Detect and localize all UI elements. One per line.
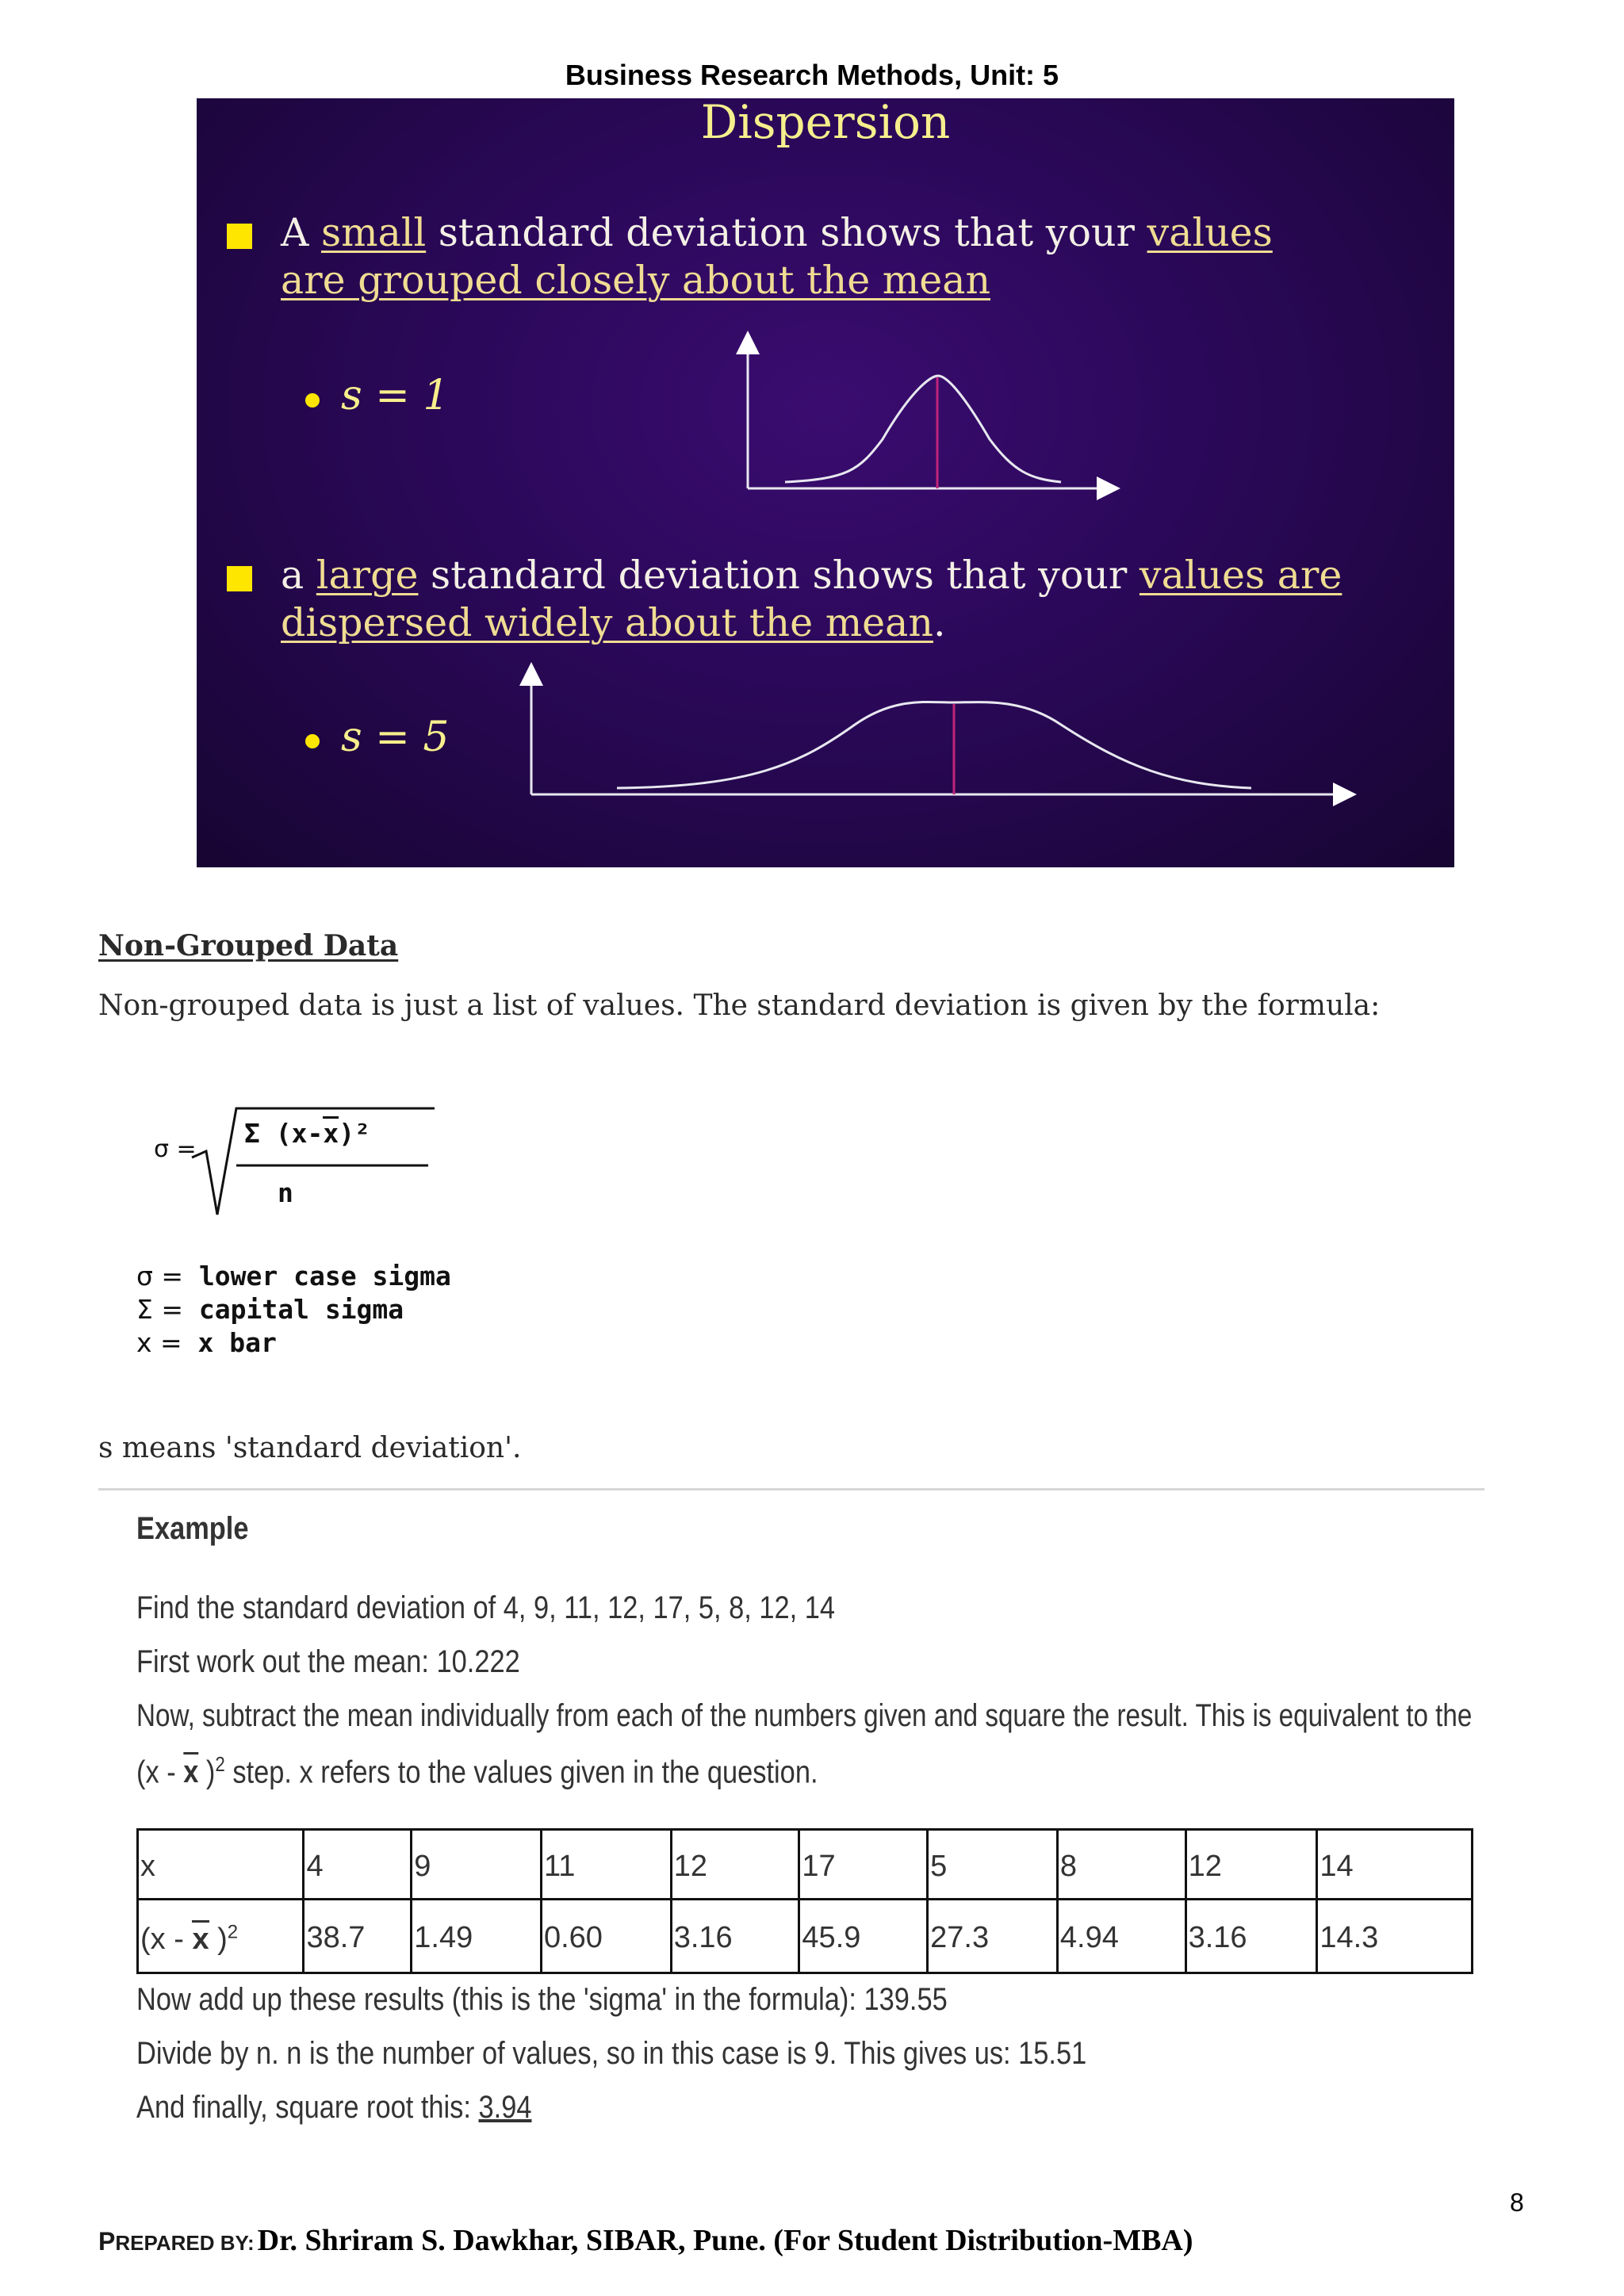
section-title: Non-Grouped Data xyxy=(98,929,399,962)
x-bar-symbol: x xyxy=(183,1752,198,1788)
example-line: Divide by n. n is the number of values, so in this case is 9. This gives us: 15.51 xyxy=(136,2036,1087,2071)
table-cell: 14.3 xyxy=(1317,1899,1473,1973)
slide-title: Dispersion xyxy=(700,95,951,149)
table-cell: (x - x )$^2$ xyxy=(138,1899,304,1973)
divider xyxy=(98,1488,1484,1490)
page-number: 8 xyxy=(1510,2188,1524,2217)
example-line: Now, subtract the mean individually from each of the numbers given and square the result. This is equivalent to the xyxy=(136,1698,1473,1733)
table-cell: 0.60 xyxy=(541,1899,671,1973)
dispersion-slide-image xyxy=(197,95,1454,867)
table-cell: 5 xyxy=(928,1830,1058,1900)
table-cell: 3.16 xyxy=(671,1899,799,1973)
s-means-note: s means 'standard deviation'. xyxy=(98,1432,522,1464)
table-cell: 14 xyxy=(1317,1830,1473,1900)
table-row xyxy=(138,1899,1473,1973)
table-cell: 45.9 xyxy=(799,1899,928,1973)
table-cell: 12 xyxy=(671,1830,799,1900)
wide-bell-curve-graph xyxy=(197,98,1454,867)
table-cell: 1.49 xyxy=(412,1899,542,1973)
example-line: Find the standard deviation of 4, 9, 11, 12, 17, 5, 8, 12, 14 xyxy=(136,1590,836,1625)
formula-legend xyxy=(136,1261,451,1360)
table-cell: 8 xyxy=(1057,1830,1185,1900)
footer-author: Dr. Shriram S. Dawkhar, SIBAR, Pune. (For Student Distribution-MBA) xyxy=(257,2224,1193,2257)
slide-bullet-large-sd: a large standard deviation shows that your values are dispersed widely about the mean. xyxy=(281,553,1342,645)
table-cell: 12 xyxy=(1185,1830,1317,1900)
intro-paragraph: Non-grouped data is just a list of values. The standard deviation is given by the formula: xyxy=(98,989,1381,1022)
table-row xyxy=(138,1830,1473,1900)
x-bar-symbol: x xyxy=(192,1920,209,1954)
legend-row: σ = lower case sigma xyxy=(136,1261,451,1292)
formula-denominator: n xyxy=(278,1177,293,1208)
table-cell: 4 xyxy=(304,1830,412,1900)
example-line: (x - x )$^2$ step. x refers to the values given in the question. xyxy=(136,1752,818,1790)
slide-bullet-small-sd: A small standard deviation shows that your values are grouped closely about the mean xyxy=(281,210,1273,303)
example-line: First work out the mean: 10.222 xyxy=(136,1644,520,1679)
table-cell: 38.7 xyxy=(304,1899,412,1973)
table-cell: 4.94 xyxy=(1057,1899,1185,1973)
formula-numerator: Σ (x-x)² xyxy=(244,1118,370,1149)
document-header: Business Research Methods, Unit: 5 xyxy=(565,59,1059,91)
example-line: Now add up these results (this is the 'sigma' in the formula): 139.55 xyxy=(136,1982,948,2017)
s-equals-5-label: s = 5 xyxy=(341,714,450,761)
table-cell: 11 xyxy=(541,1830,671,1900)
footer: PREPARED BY: Dr. Shriram S. Dawkhar, SIBAR, Pune. (For Student Distribution-MBA) xyxy=(98,2224,1193,2257)
deviation-table xyxy=(136,1828,1473,1974)
table-cell: 27.3 xyxy=(928,1899,1058,1973)
table-cell: 17 xyxy=(799,1830,928,1900)
final-answer: 3.94 xyxy=(478,2090,532,2125)
std-dev-formula xyxy=(135,1102,452,1229)
x-bar-symbol: x xyxy=(323,1118,339,1149)
table-cell: 3.16 xyxy=(1185,1899,1317,1973)
example-title: Example xyxy=(136,1511,249,1546)
table-cell: x xyxy=(138,1830,304,1900)
table-cell: 9 xyxy=(412,1830,542,1900)
legend-row: Σ = capital sigma xyxy=(136,1294,404,1325)
example-line: And finally, square root this: 3.94 xyxy=(136,2090,532,2125)
sigma-equals-label: σ = xyxy=(154,1135,197,1163)
legend-row: x = x bar xyxy=(136,1327,277,1358)
s-equals-1-label: s = 1 xyxy=(341,372,450,419)
